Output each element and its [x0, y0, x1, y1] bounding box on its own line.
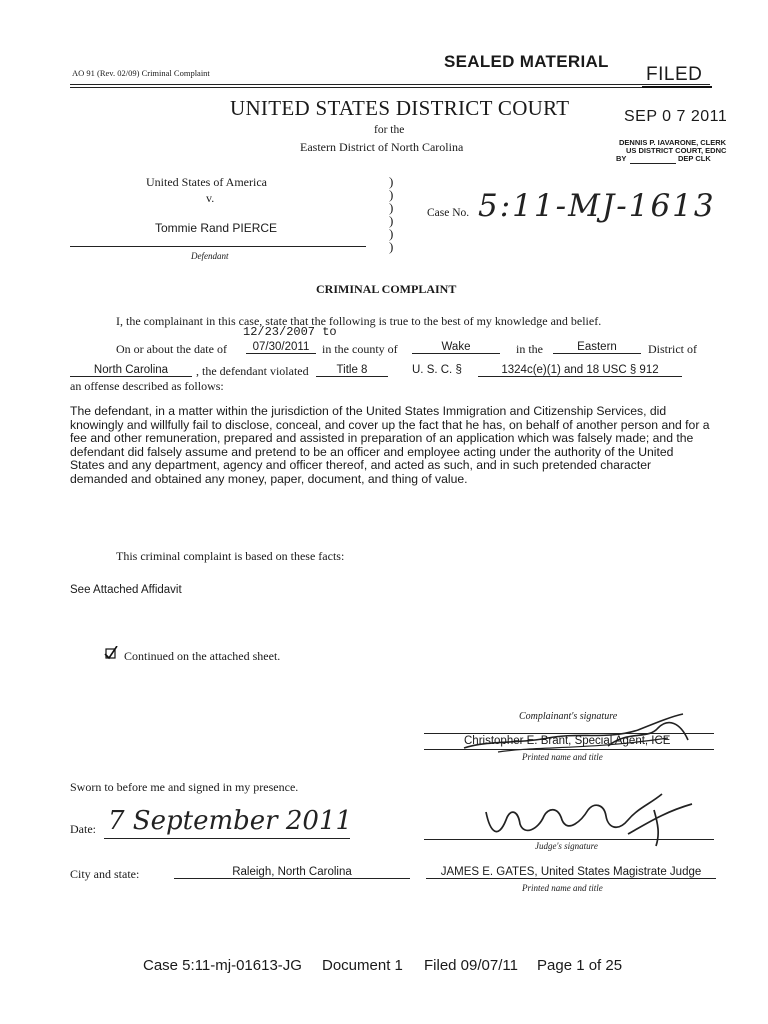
in-the-label: in the — [516, 342, 543, 356]
complainant-printed-name: Christopher E. Brant, Special Agent, ICE — [464, 735, 671, 747]
judge-signature-label: Judge's signature — [535, 841, 598, 851]
defendant-name: Tommie Rand PIERCE — [155, 221, 278, 235]
typed-date-range: 12/23/2007 to — [243, 325, 337, 339]
sealed-material-stamp: SEALED MATERIAL — [444, 52, 609, 71]
based-on-facts-label: This criminal complaint is based on these facts: — [116, 549, 345, 563]
footer-page-number: Page 1 of 25 — [537, 957, 623, 974]
state-value: North Carolina — [70, 364, 192, 377]
complainant-name-rule — [424, 749, 714, 750]
judge-printed-name: JAMES E. GATES, United States Magistrate Judge — [426, 866, 716, 879]
county-value: Wake — [412, 341, 500, 354]
clerk-court: US DISTRICT COURT, EDNC — [626, 146, 727, 155]
on-or-about-label: On or about the date of — [116, 342, 227, 356]
caption-paren-2: ) — [389, 187, 394, 202]
defendant-violated-label: , the defendant violated — [196, 364, 309, 378]
form-identifier: AO 91 (Rev. 02/09) Criminal Complaint — [72, 68, 210, 78]
city-state-label: City and state: — [70, 867, 140, 881]
caption-paren-1: ) — [389, 174, 394, 189]
versus-label: v. — [206, 191, 215, 205]
defendant-label: Defendant — [191, 251, 229, 261]
judge-printed-name-label: Printed name and title — [522, 883, 603, 893]
clerk-name: DENNIS P. IAVARONE, CLERK — [619, 138, 727, 147]
caption-paren-4: ) — [389, 213, 394, 228]
offense-description: The defendant, in a matter within the jurisdiction of the United States Immigration and Citizenship Services, did knowingly and willfully fail to disclose, conceal, and cover up the fact that he has, on behalf of another person and for a fee and other remuneration, prepared and assisted in preparation of an application which was falsely made; and the defendant did falsely assume and pretend to be an officer and employee acting under the authority of the United States and any department, agency and officer thereof, and acted as such, and in such pretended character demanded and obtained any money, paper, document, and thing of value. — [70, 404, 710, 486]
district-value: Eastern — [553, 341, 641, 354]
for-the-label: for the — [374, 124, 405, 136]
caption-paren-5: ) — [389, 226, 394, 241]
filed-stamp: FILED — [646, 64, 703, 85]
complainant-signature-label: Complainant's signature — [519, 711, 618, 722]
offense-intro: an offense described as follows: — [70, 379, 224, 393]
date-label: Date: — [70, 822, 96, 836]
defendant-rule — [70, 246, 366, 247]
district-of-label: District of — [648, 342, 697, 356]
title-value: Title 8 — [316, 364, 388, 377]
footer-filed-date: Filed 09/07/11 — [424, 957, 518, 974]
see-attached-affidavit: See Attached Affidavit — [70, 584, 182, 596]
case-number-label: Case No. — [427, 207, 470, 219]
clerk-dep: DEP CLK — [678, 154, 711, 163]
filed-underline — [642, 86, 712, 88]
city-state-value: Raleigh, North Carolina — [174, 866, 410, 879]
complainant-printed-name-label: Printed name and title — [522, 752, 603, 762]
court-title: UNITED STATES DISTRICT COURT — [230, 96, 570, 120]
date-rule — [104, 838, 350, 839]
plaintiff-name: United States of America — [146, 175, 267, 189]
date-handwritten: 7 September 2011 — [108, 806, 353, 836]
footer-document: Document 1 — [322, 957, 403, 974]
header-rule — [70, 84, 710, 85]
filed-date: SEP 0 7 2011 — [624, 108, 728, 125]
continued-checkbox[interactable] — [104, 646, 118, 660]
district-name: Eastern District of North Carolina — [300, 140, 464, 154]
caption-paren-6: ) — [389, 239, 394, 254]
complainant-signature-rule — [424, 733, 714, 734]
judge-signature-rule — [424, 839, 714, 840]
usc-label: U. S. C. § — [412, 364, 462, 376]
checkmark-icon — [104, 646, 118, 660]
complaint-intro: I, the complainant in this case, state that the following is true to the best of my knowledge and belief. — [116, 314, 602, 328]
clerk-by-line — [630, 163, 676, 164]
footer-case-number: Case 5:11-mj-01613-JG — [143, 957, 302, 974]
statute-value: 1324c(e)(1) and 18 USC § 912 — [478, 364, 682, 377]
continued-label: Continued on the attached sheet. — [124, 649, 281, 663]
caption-paren-3: ) — [389, 200, 394, 215]
header-rule-thin — [70, 87, 710, 88]
sworn-statement: Sworn to before me and signed in my presence. — [70, 780, 299, 794]
case-number-handwritten: 5:11-MJ-1613 — [478, 188, 716, 224]
county-label: in the county of — [322, 342, 398, 356]
complaint-heading: CRIMINAL COMPLAINT — [316, 282, 457, 296]
clerk-by: BY — [616, 154, 627, 163]
offense-date: 07/30/2011 — [246, 341, 316, 354]
